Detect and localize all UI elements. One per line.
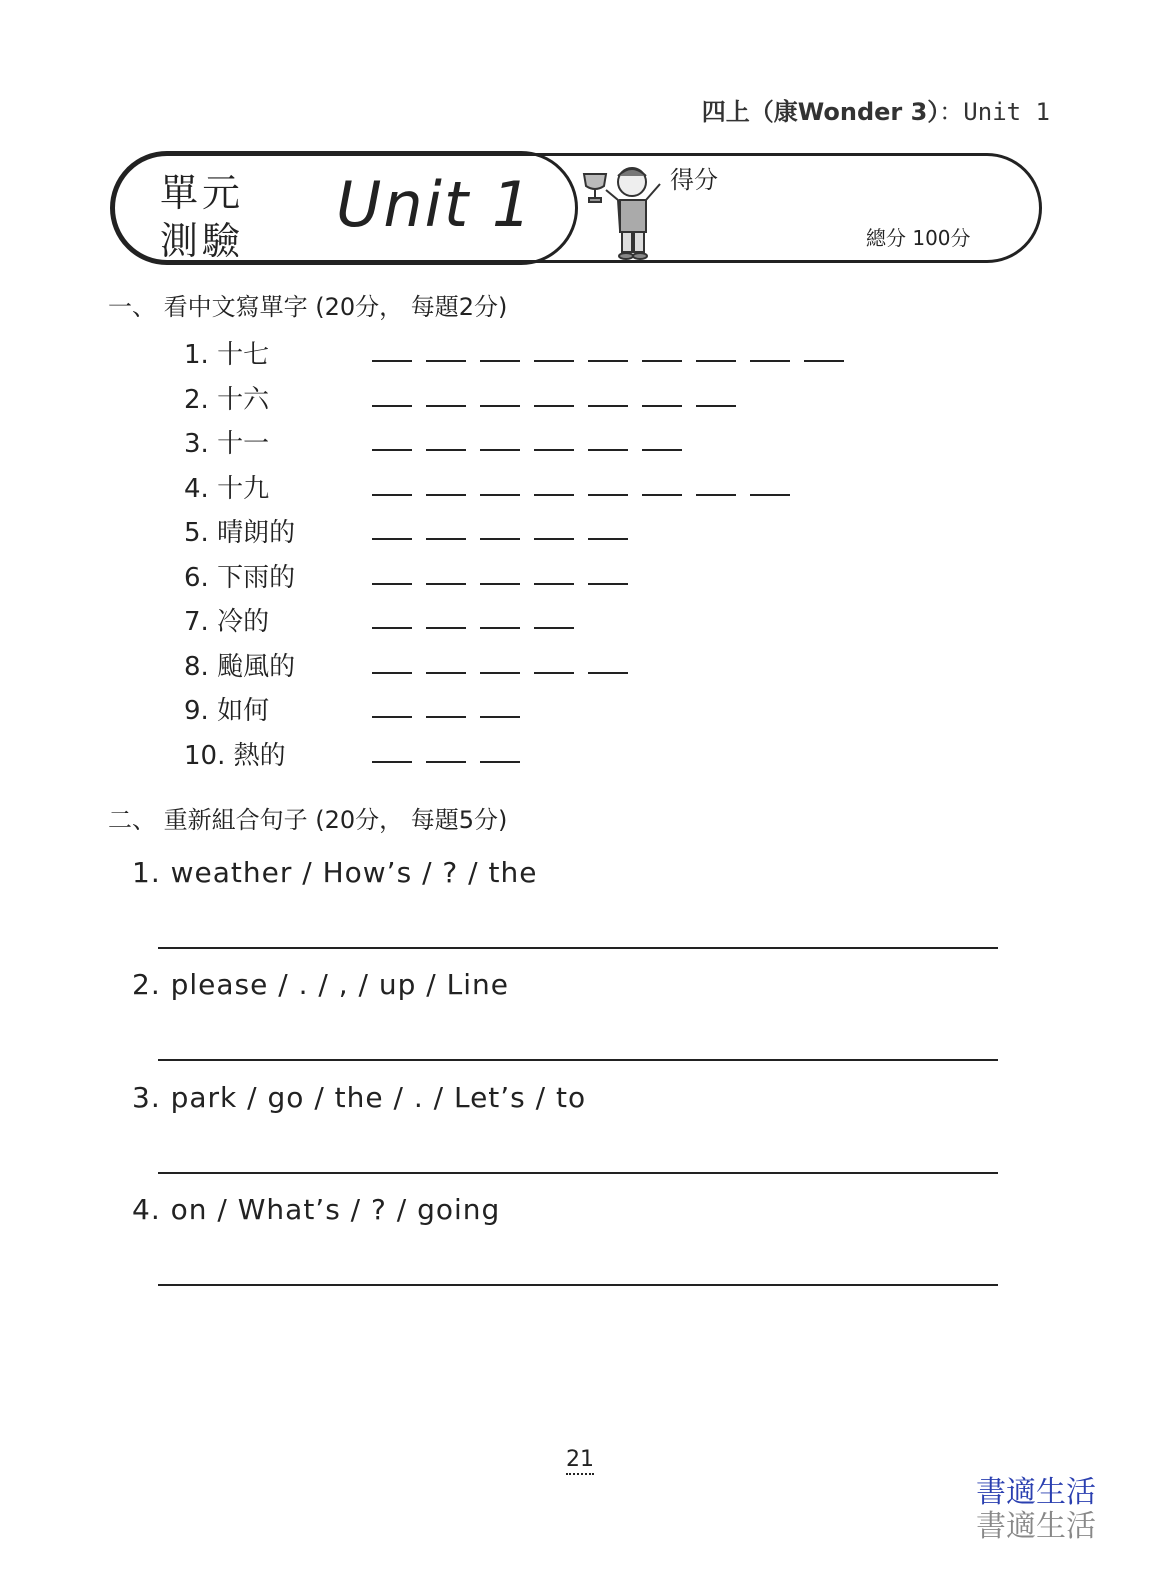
watermark-line-2: 書適生活 [976,1509,1096,1544]
vocab-item-label: 1. 十七 [184,340,270,370]
letter-blank[interactable] [480,716,520,718]
section-2-title: 二、 重新組合句子 (20分， 每題5分) [108,806,508,834]
sentence-question: 3. park / go / the / . / Let’s / to [132,1081,587,1114]
letter-blank[interactable] [696,405,736,407]
letter-blank[interactable] [588,583,628,585]
answer-line[interactable] [158,1284,998,1286]
letter-blank[interactable] [588,405,628,407]
total-score-label: 總分 100分 [866,226,971,250]
letter-blank[interactable] [372,494,412,496]
mascot-trophy-icon [580,160,670,262]
letter-blank[interactable] [372,627,412,629]
vocab-blanks [372,672,628,674]
vocab-item-label: 6. 下雨的 [184,562,296,593]
letter-blank[interactable] [696,494,736,496]
score-label: 得分 [670,166,718,194]
vocab-item-label: 2. 十六 [184,384,270,415]
letter-blank[interactable] [480,627,520,629]
answer-line[interactable] [158,1059,998,1061]
book-reference-unit: Unit 1 [963,98,1050,126]
book-reference-title: 四上（康Wonder 3） [701,98,940,126]
page-number: 21 [566,1447,594,1475]
book-reference [702,92,1050,127]
vocab-item-label: 7. 冷的 [184,607,270,637]
vocab-blanks [372,583,628,585]
vocab-blanks [372,627,574,629]
vocab-blanks [372,360,844,362]
letter-blank[interactable] [534,449,574,451]
answer-line[interactable] [158,947,998,949]
letter-blank[interactable] [642,449,682,451]
letter-blank[interactable] [534,627,574,629]
unit-title: Unit 1 [336,168,534,241]
letter-blank[interactable] [642,494,682,496]
watermark [976,1476,1096,1544]
vocab-blanks [372,494,790,496]
vocab-blanks [372,761,520,763]
letter-blank[interactable] [588,449,628,451]
letter-blank[interactable] [480,672,520,674]
vocab-item-label: 4. 十九 [184,473,270,504]
letter-blank[interactable] [750,494,790,496]
vocab-item-label: 10. 熱的 [184,740,286,771]
vocab-blanks [372,449,682,451]
letter-blank[interactable] [426,761,466,763]
sentence-question: 2. please / . / , / up / Line [132,968,509,1001]
watermark-line-1: 書適生活 [976,1475,1096,1510]
letter-blank[interactable] [534,672,574,674]
sentence-question: 4. on / What’s / ? / going [132,1193,501,1226]
letter-blank[interactable] [426,627,466,629]
title-line-2: 測驗 [160,219,245,263]
vocab-blanks [372,405,736,407]
letter-blank[interactable] [588,672,628,674]
letter-blank[interactable] [426,583,466,585]
vocab-item-label: 5. 晴朗的 [184,518,296,548]
title-line-1: 單元 [160,171,245,215]
letter-blank[interactable] [750,360,790,362]
letter-blank[interactable] [696,360,736,362]
letter-blank[interactable] [480,494,520,496]
vocab-blanks [372,538,628,540]
letter-blank[interactable] [372,538,412,540]
section-1-title: 一、 看中文寫單字 (20分， 每題2分) [108,293,508,321]
letter-blank[interactable] [426,538,466,540]
letter-blank[interactable] [534,494,574,496]
letter-blank[interactable] [372,672,412,674]
vocab-item-label: 8. 颱風的 [184,651,296,682]
letter-blank[interactable] [426,360,466,362]
letter-blank[interactable] [804,360,844,362]
letter-blank[interactable] [426,716,466,718]
letter-blank[interactable] [426,494,466,496]
letter-blank[interactable] [642,405,682,407]
letter-blank[interactable] [480,761,520,763]
letter-blank[interactable] [426,449,466,451]
letter-blank[interactable] [372,405,412,407]
letter-blank[interactable] [372,716,412,718]
vocab-blanks [372,716,520,718]
letter-blank[interactable] [426,405,466,407]
letter-blank[interactable] [588,360,628,362]
letter-blank[interactable] [534,360,574,362]
letter-blank[interactable] [588,494,628,496]
letter-blank[interactable] [534,538,574,540]
letter-blank[interactable] [372,761,412,763]
letter-blank[interactable] [588,538,628,540]
letter-blank[interactable] [534,583,574,585]
sentence-question: 1. weather / How’s / ? / the [132,856,538,889]
letter-blank[interactable] [372,449,412,451]
vocab-item-label: 3. 十一 [184,429,270,459]
letter-blank[interactable] [372,360,412,362]
letter-blank[interactable] [480,405,520,407]
book-reference-sep: ： [939,98,964,126]
letter-blank[interactable] [642,360,682,362]
letter-blank[interactable] [426,672,466,674]
letter-blank[interactable] [372,583,412,585]
answer-line[interactable] [158,1172,998,1174]
letter-blank[interactable] [534,405,574,407]
letter-blank[interactable] [480,360,520,362]
letter-blank[interactable] [480,583,520,585]
letter-blank[interactable] [480,538,520,540]
letter-blank[interactable] [480,449,520,451]
vocab-item-label: 9. 如何 [184,696,270,726]
